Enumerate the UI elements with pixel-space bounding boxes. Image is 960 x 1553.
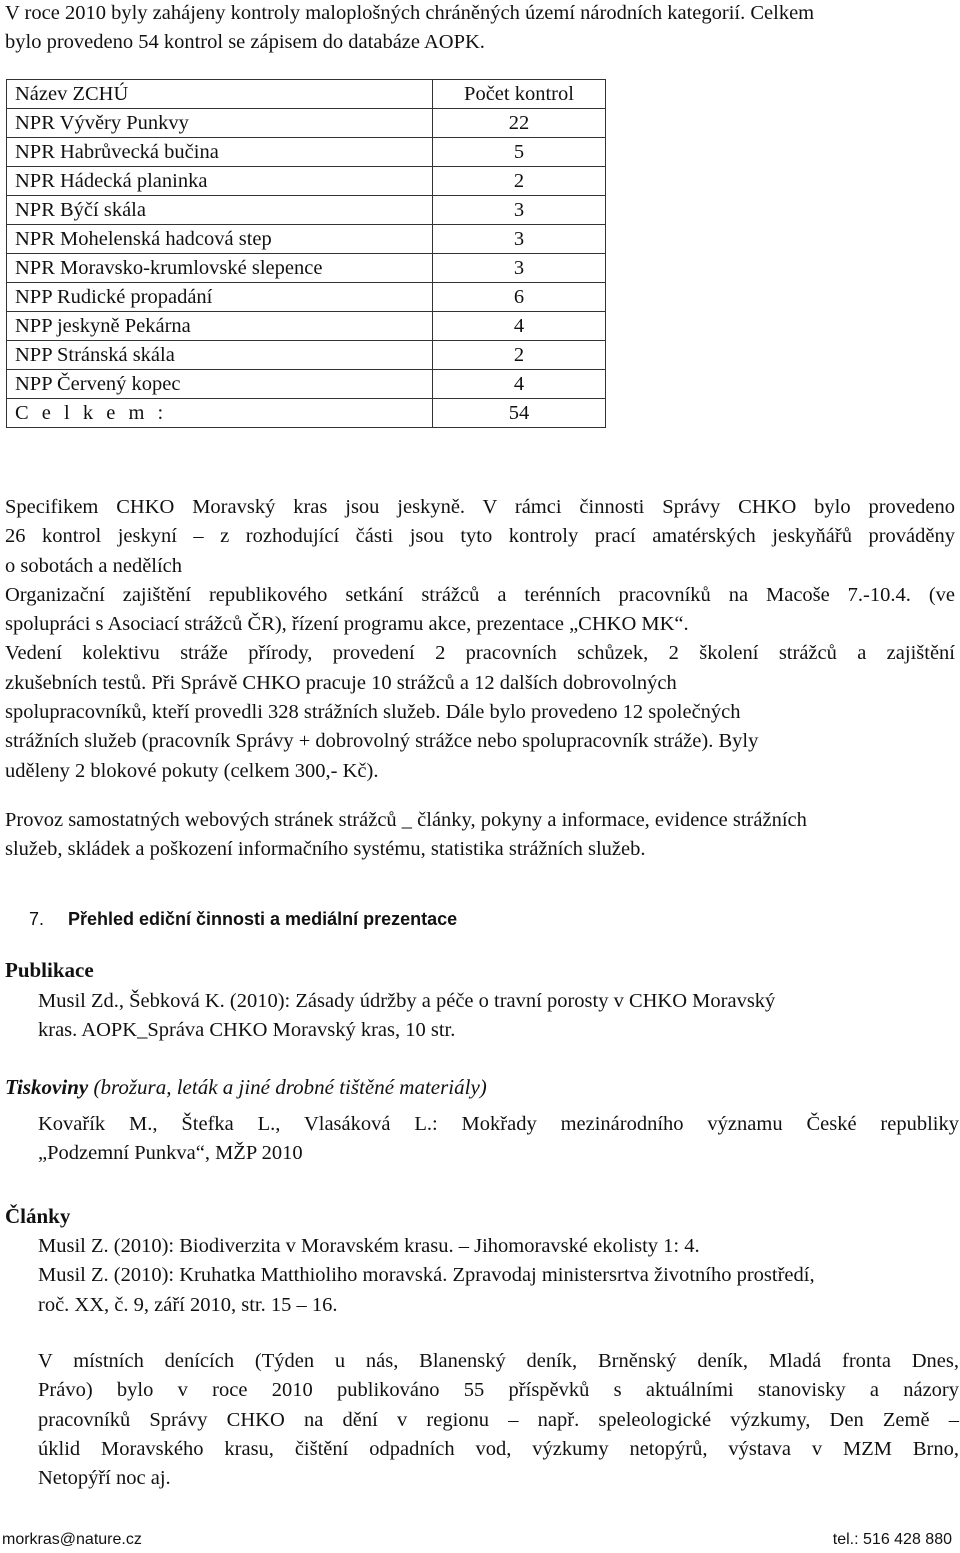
table-row [7,196,606,225]
intro-line-1: V roce 2010 byly zahájeny kontroly maloplošných chráněných území národních kategorií. Celkem [5,2,815,24]
table-cell-name: NPR Hádecká planinka [7,167,433,196]
text-line: Kovařík M., Štefka L., Vlasáková L.: Mokřady mezinárodního významu České republiky [38,1113,959,1135]
footer-email: morkras@nature.cz [2,1531,142,1548]
text-line: pracovníků Správy CHKO na dění v regionu – např. speleologické výzkumy, Den Země – [38,1408,959,1431]
text-line: Musil Zd., Šebková K. (2010): Zásady údržby a péče o travní porosty v CHKO Moravský [38,990,776,1012]
text-line: uděleny 2 blokové pokuty (celkem 300,- Kč). [5,759,379,782]
table-header-count: Počet kontrol [433,80,606,109]
inspection-table [6,79,606,428]
section-number: 7. [29,909,45,929]
table-row [7,109,606,138]
text-line: Organizační zajištění republikového setkání strážců a terénních pracovníků na Macoše 7.-10.4. (ve [5,583,955,606]
media-paragraph [38,1347,959,1493]
text-line: Musil Z. (2010): Kruhatka Matthioliho moravská. Zpravodaj ministersrtva životního prostředí, [38,1264,815,1287]
table-row [7,370,606,399]
tiskoviny-title: Tiskoviny [5,1075,89,1099]
text-line: služeb, skládek a poškození informačního systému, statistika strážních služeb. [5,838,646,861]
table-cell-count: 22 [433,109,606,138]
text-line: Vedení kolektivu stráže přírody, provedení 2 pracovních schůzek, 2 školení strážců a zajištění [5,642,955,665]
text-line: Provoz samostatných webových stránek strážců _ články, pokyny a informace, evidence strážních [5,809,807,831]
table-cell-count: 4 [433,312,606,341]
tiskoviny-note: (brožura, leták a jiné drobné tištěné materiály) [93,1075,487,1099]
footer-phone: tel.: 516 428 880 [832,1531,952,1548]
text-line: úklid Moravského krasu, čištění odpadních vod, výzkumy netopýrů, výstava v MZM Brno, [38,1437,959,1460]
table-cell-name: NPR Býčí skála [7,196,433,225]
publikace-heading: Publikace [5,958,94,982]
table-cell-count: 2 [433,341,606,370]
table-cell-count: 3 [433,196,606,225]
table-total-row [7,399,606,428]
table-header-name: Název ZCHÚ [7,80,433,109]
table-row [7,225,606,254]
table-cell-count: 6 [433,283,606,312]
section-7-heading [29,909,457,930]
table-cell-name: NPR Vývěry Punkvy [7,109,433,138]
table-total-value: 54 [433,399,606,428]
text-line: Netopýří noc aj. [38,1467,171,1490]
table-cell-name: NPP Rudické propadání [7,283,433,312]
table-cell-count: 3 [433,225,606,254]
table-cell-name: NPR Moravsko-krumlovské slepence [7,254,433,283]
section-title: Přehled ediční činnosti a mediální prezentace [68,909,458,929]
text-line: „Podzemní Punkva“, MŽP 2010 [38,1142,303,1165]
intro-line-2: bylo provedeno 54 kontrol se zápisem do databáze AOPK. [5,31,485,53]
website-paragraph [5,806,955,865]
table-row [7,138,606,167]
table-cell-count: 3 [433,254,606,283]
caving-paragraph [5,493,955,786]
table-header-row [7,80,606,109]
table-cell-name: NPR Habrůvecká bučina [7,138,433,167]
tiskoviny-heading [5,1075,487,1100]
table-cell-count: 2 [433,167,606,196]
table-row [7,312,606,341]
text-line: V místních denících (Týden u nás, Blanenský deník, Brněnský deník, Mladá fronta Dnes, [38,1350,959,1372]
clanky-list [38,1232,959,1320]
text-line: 26 kontrol jeskyní – z rozhodující části jsou tyto kontroly prací amatérských jeskyňářů prováděny [5,525,955,548]
table-cell-count: 4 [433,370,606,399]
table-total-label: C e l k e m : [7,399,433,428]
table-row [7,341,606,370]
text-line: strážních služeb (pracovník Správy + dobrovolný strážce nebo spolupracovník stráže). Byly [5,730,759,753]
table-cell-name: NPP jeskyně Pekárna [7,312,433,341]
text-line: Musil Z. (2010): Biodiverzita v Moravském krasu. – Jihomoravské ekolisty 1: 4. [38,1235,700,1257]
text-line: spolupráci s Asociací strážců ČR), řízení programu akce, prezentace „CHKO MK“. [5,613,689,636]
text-line: kras. AOPK_Správa CHKO Moravský kras, 10 str. [38,1019,456,1042]
table-cell-count: 5 [433,138,606,167]
table-cell-name: NPR Mohelenská hadcová step [7,225,433,254]
tiskoviny-list [38,1110,959,1169]
table-row [7,254,606,283]
text-line: o sobotách a nedělích [5,554,183,577]
table-cell-name: NPP Stránská skála [7,341,433,370]
publikace-list [38,987,938,1046]
text-line: roč. XX, č. 9, září 2010, str. 15 – 16. [38,1293,338,1316]
table-row [7,167,606,196]
text-line: Právo) bylo v roce 2010 publikováno 55 příspěvků s aktuálními stanovisky a názory [38,1379,959,1402]
clanky-heading: Články [5,1204,71,1228]
text-line: zkušebních testů. Při Správě CHKO pracuje 10 strážců a 12 dalších dobrovolných [5,671,677,694]
table-row [7,283,606,312]
text-line: spolupracovníků, kteří provedli 328 strážních služeb. Dále bylo provedeno 12 společných [5,701,741,724]
text-line: Specifikem CHKO Moravský kras jsou jeskyně. V rámci činnosti Správy CHKO bylo provedeno [5,496,955,518]
table-cell-name: NPP Červený kopec [7,370,433,399]
